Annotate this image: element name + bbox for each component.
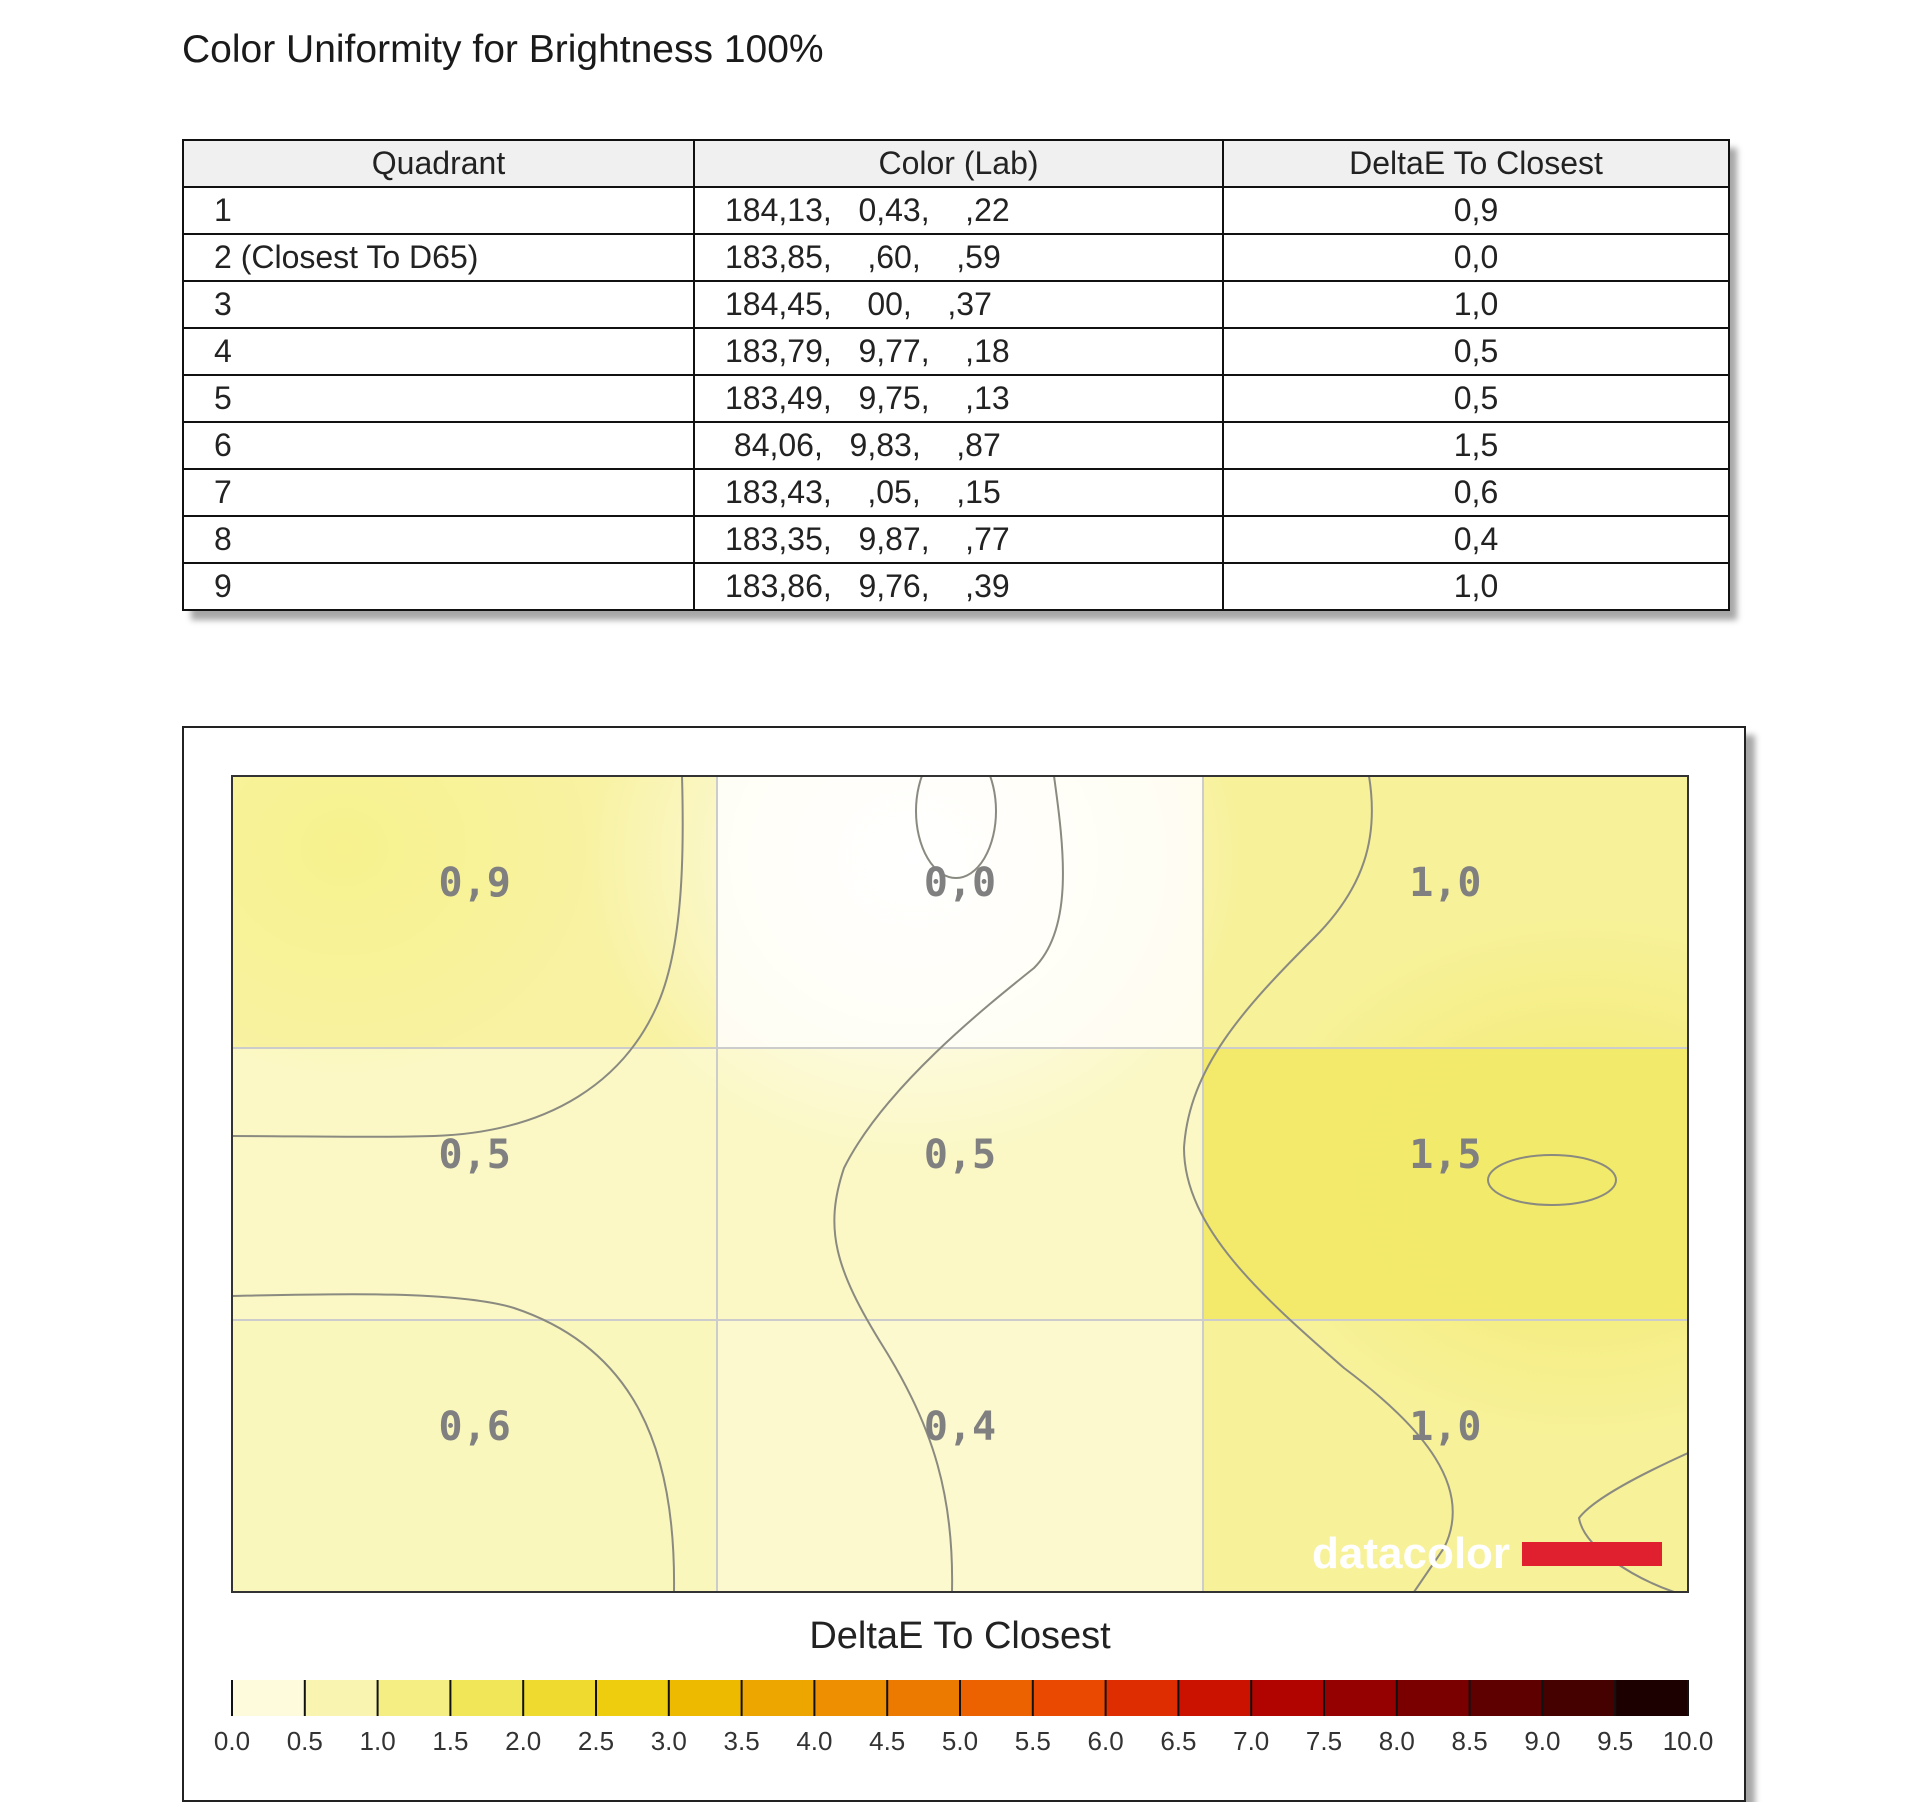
- deltae-cell: 1,0: [1223, 281, 1729, 328]
- lab-cell: 183,86, 9,76, ,39: [694, 563, 1223, 610]
- lab-cell: 184,45, 00, ,37: [694, 281, 1223, 328]
- legend-tick-label: 7.5: [1305, 1726, 1343, 1756]
- legend-tick-label: 3.5: [723, 1726, 760, 1756]
- deltae-cell: 0,0: [1223, 234, 1729, 281]
- table-row: [183, 328, 1729, 375]
- legend-swatch: [887, 1680, 960, 1716]
- watermark-text: datacolor: [1312, 1529, 1511, 1578]
- legend-swatch: [1397, 1680, 1470, 1716]
- deltae-cell: 0,9: [1223, 187, 1729, 234]
- legend-tick-label: 0.5: [286, 1726, 323, 1756]
- legend-swatch: [814, 1680, 887, 1716]
- table-row: [183, 422, 1729, 469]
- legend-swatch: [523, 1680, 596, 1716]
- cell-value-label: 0,4: [923, 1403, 997, 1450]
- legend-swatch: [450, 1680, 523, 1716]
- legend-swatch: [232, 1680, 305, 1716]
- quadrant-cell: 4: [183, 328, 694, 375]
- uniformity-table-wrap: [182, 139, 1728, 611]
- legend-swatch: [1470, 1680, 1543, 1716]
- legend-swatch: [596, 1680, 669, 1716]
- legend-tick-label: 6.0: [1087, 1726, 1124, 1756]
- legend-title: DeltaE To Closest: [809, 1615, 1111, 1658]
- legend-tick-label: 4.5: [869, 1726, 906, 1756]
- legend-swatch: [960, 1680, 1033, 1716]
- uniformity-heatmap: [184, 728, 1744, 1800]
- quadrant-cell: 2 (Closest To D65): [183, 234, 694, 281]
- lab-cell: 183,85, ,60, ,59: [694, 234, 1223, 281]
- legend-tick-label: 10.0: [1662, 1726, 1714, 1756]
- lab-cell: 183,35, 9,87, ,77: [694, 516, 1223, 563]
- deltae-cell: 0,4: [1223, 516, 1729, 563]
- header-deltae: DeltaE To Closest: [1223, 140, 1729, 187]
- header-quadrant: Quadrant: [183, 140, 694, 187]
- legend-tick-label: 9.0: [1524, 1726, 1561, 1756]
- legend-tick-label: 9.5: [1597, 1726, 1634, 1756]
- lab-cell: 183,79, 9,77, ,18: [694, 328, 1223, 375]
- legend-tick-label: 8.0: [1378, 1726, 1415, 1756]
- legend-tick-label: 6.5: [1160, 1726, 1197, 1756]
- cell-value-label: 1,0: [1409, 1403, 1482, 1450]
- legend-tick-label: 0.0: [213, 1726, 251, 1756]
- legend-tick-label: 3.0: [650, 1726, 687, 1756]
- legend-swatch: [1324, 1680, 1397, 1716]
- heatmap-cell: [717, 1320, 1203, 1593]
- deltae-cell: 0,5: [1223, 328, 1729, 375]
- table-row: [183, 281, 1729, 328]
- legend-tick-label: 1.5: [432, 1726, 469, 1756]
- quadrant-cell: 6: [183, 422, 694, 469]
- quadrant-cell: 3: [183, 281, 694, 328]
- lab-cell: 84,06, 9,83, ,87: [694, 422, 1223, 469]
- legend-tick-label: 4.0: [796, 1726, 833, 1756]
- legend-tick-label: 2.5: [577, 1726, 615, 1756]
- table-row: [183, 234, 1729, 281]
- legend-tick-label: 5.0: [941, 1726, 979, 1756]
- legend-swatch: [1542, 1680, 1615, 1716]
- legend-swatch: [1106, 1680, 1179, 1716]
- legend-swatch: [1178, 1680, 1251, 1716]
- quadrant-cell: 1: [183, 187, 694, 234]
- cell-value-label: 1,5: [1409, 1131, 1482, 1178]
- cell-value-label: 0,5: [923, 1131, 997, 1178]
- cell-value-label: 0,9: [438, 859, 511, 906]
- legend-swatch: [669, 1680, 742, 1716]
- lab-cell: 184,13, 0,43, ,22: [694, 187, 1223, 234]
- quadrant-cell: 5: [183, 375, 694, 422]
- header-color-lab: Color (Lab): [694, 140, 1223, 187]
- legend-swatch: [1033, 1680, 1106, 1716]
- table-row: [183, 469, 1729, 516]
- heatmap-cell: [232, 1320, 718, 1593]
- uniformity-table: [182, 139, 1730, 611]
- watermark-bar: [1522, 1542, 1662, 1566]
- legend-swatch: [742, 1680, 815, 1716]
- table-row: [183, 375, 1729, 422]
- deltae-cell: 1,5: [1223, 422, 1729, 469]
- legend-tick-label: 5.5: [1014, 1726, 1051, 1756]
- cell-value-label: 0,0: [923, 859, 997, 906]
- lab-cell: 183,43, ,05, ,15: [694, 469, 1223, 516]
- legend-tick-label: 1.0: [359, 1726, 396, 1756]
- deltae-cell: 0,6: [1223, 469, 1729, 516]
- quadrant-cell: 9: [183, 563, 694, 610]
- heatmap-cell: [232, 1048, 718, 1321]
- quadrant-cell: 7: [183, 469, 694, 516]
- table-row: [183, 187, 1729, 234]
- cell-value-label: 0,6: [438, 1403, 511, 1450]
- legend-swatch: [1251, 1680, 1324, 1716]
- deltae-cell: 1,0: [1223, 563, 1729, 610]
- legend-swatch: [1615, 1680, 1688, 1716]
- legend-tick-label: 8.5: [1451, 1726, 1488, 1756]
- cell-value-label: 1,0: [1409, 859, 1482, 906]
- legend-tick-label: 7.0: [1233, 1726, 1270, 1756]
- table-row: [183, 563, 1729, 610]
- quadrant-cell: 8: [183, 516, 694, 563]
- table-header-row: [183, 140, 1729, 187]
- table-row: [183, 516, 1729, 563]
- heatmap-panel: [182, 726, 1746, 1802]
- legend-tick-label: 2.0: [505, 1726, 542, 1756]
- deltae-cell: 0,5: [1223, 375, 1729, 422]
- lab-cell: 183,49, 9,75, ,13: [694, 375, 1223, 422]
- cell-value-label: 0,5: [438, 1131, 511, 1178]
- legend-swatch: [378, 1680, 451, 1716]
- legend-swatch: [305, 1680, 378, 1716]
- page-title: Color Uniformity for Brightness 100%: [182, 28, 824, 71]
